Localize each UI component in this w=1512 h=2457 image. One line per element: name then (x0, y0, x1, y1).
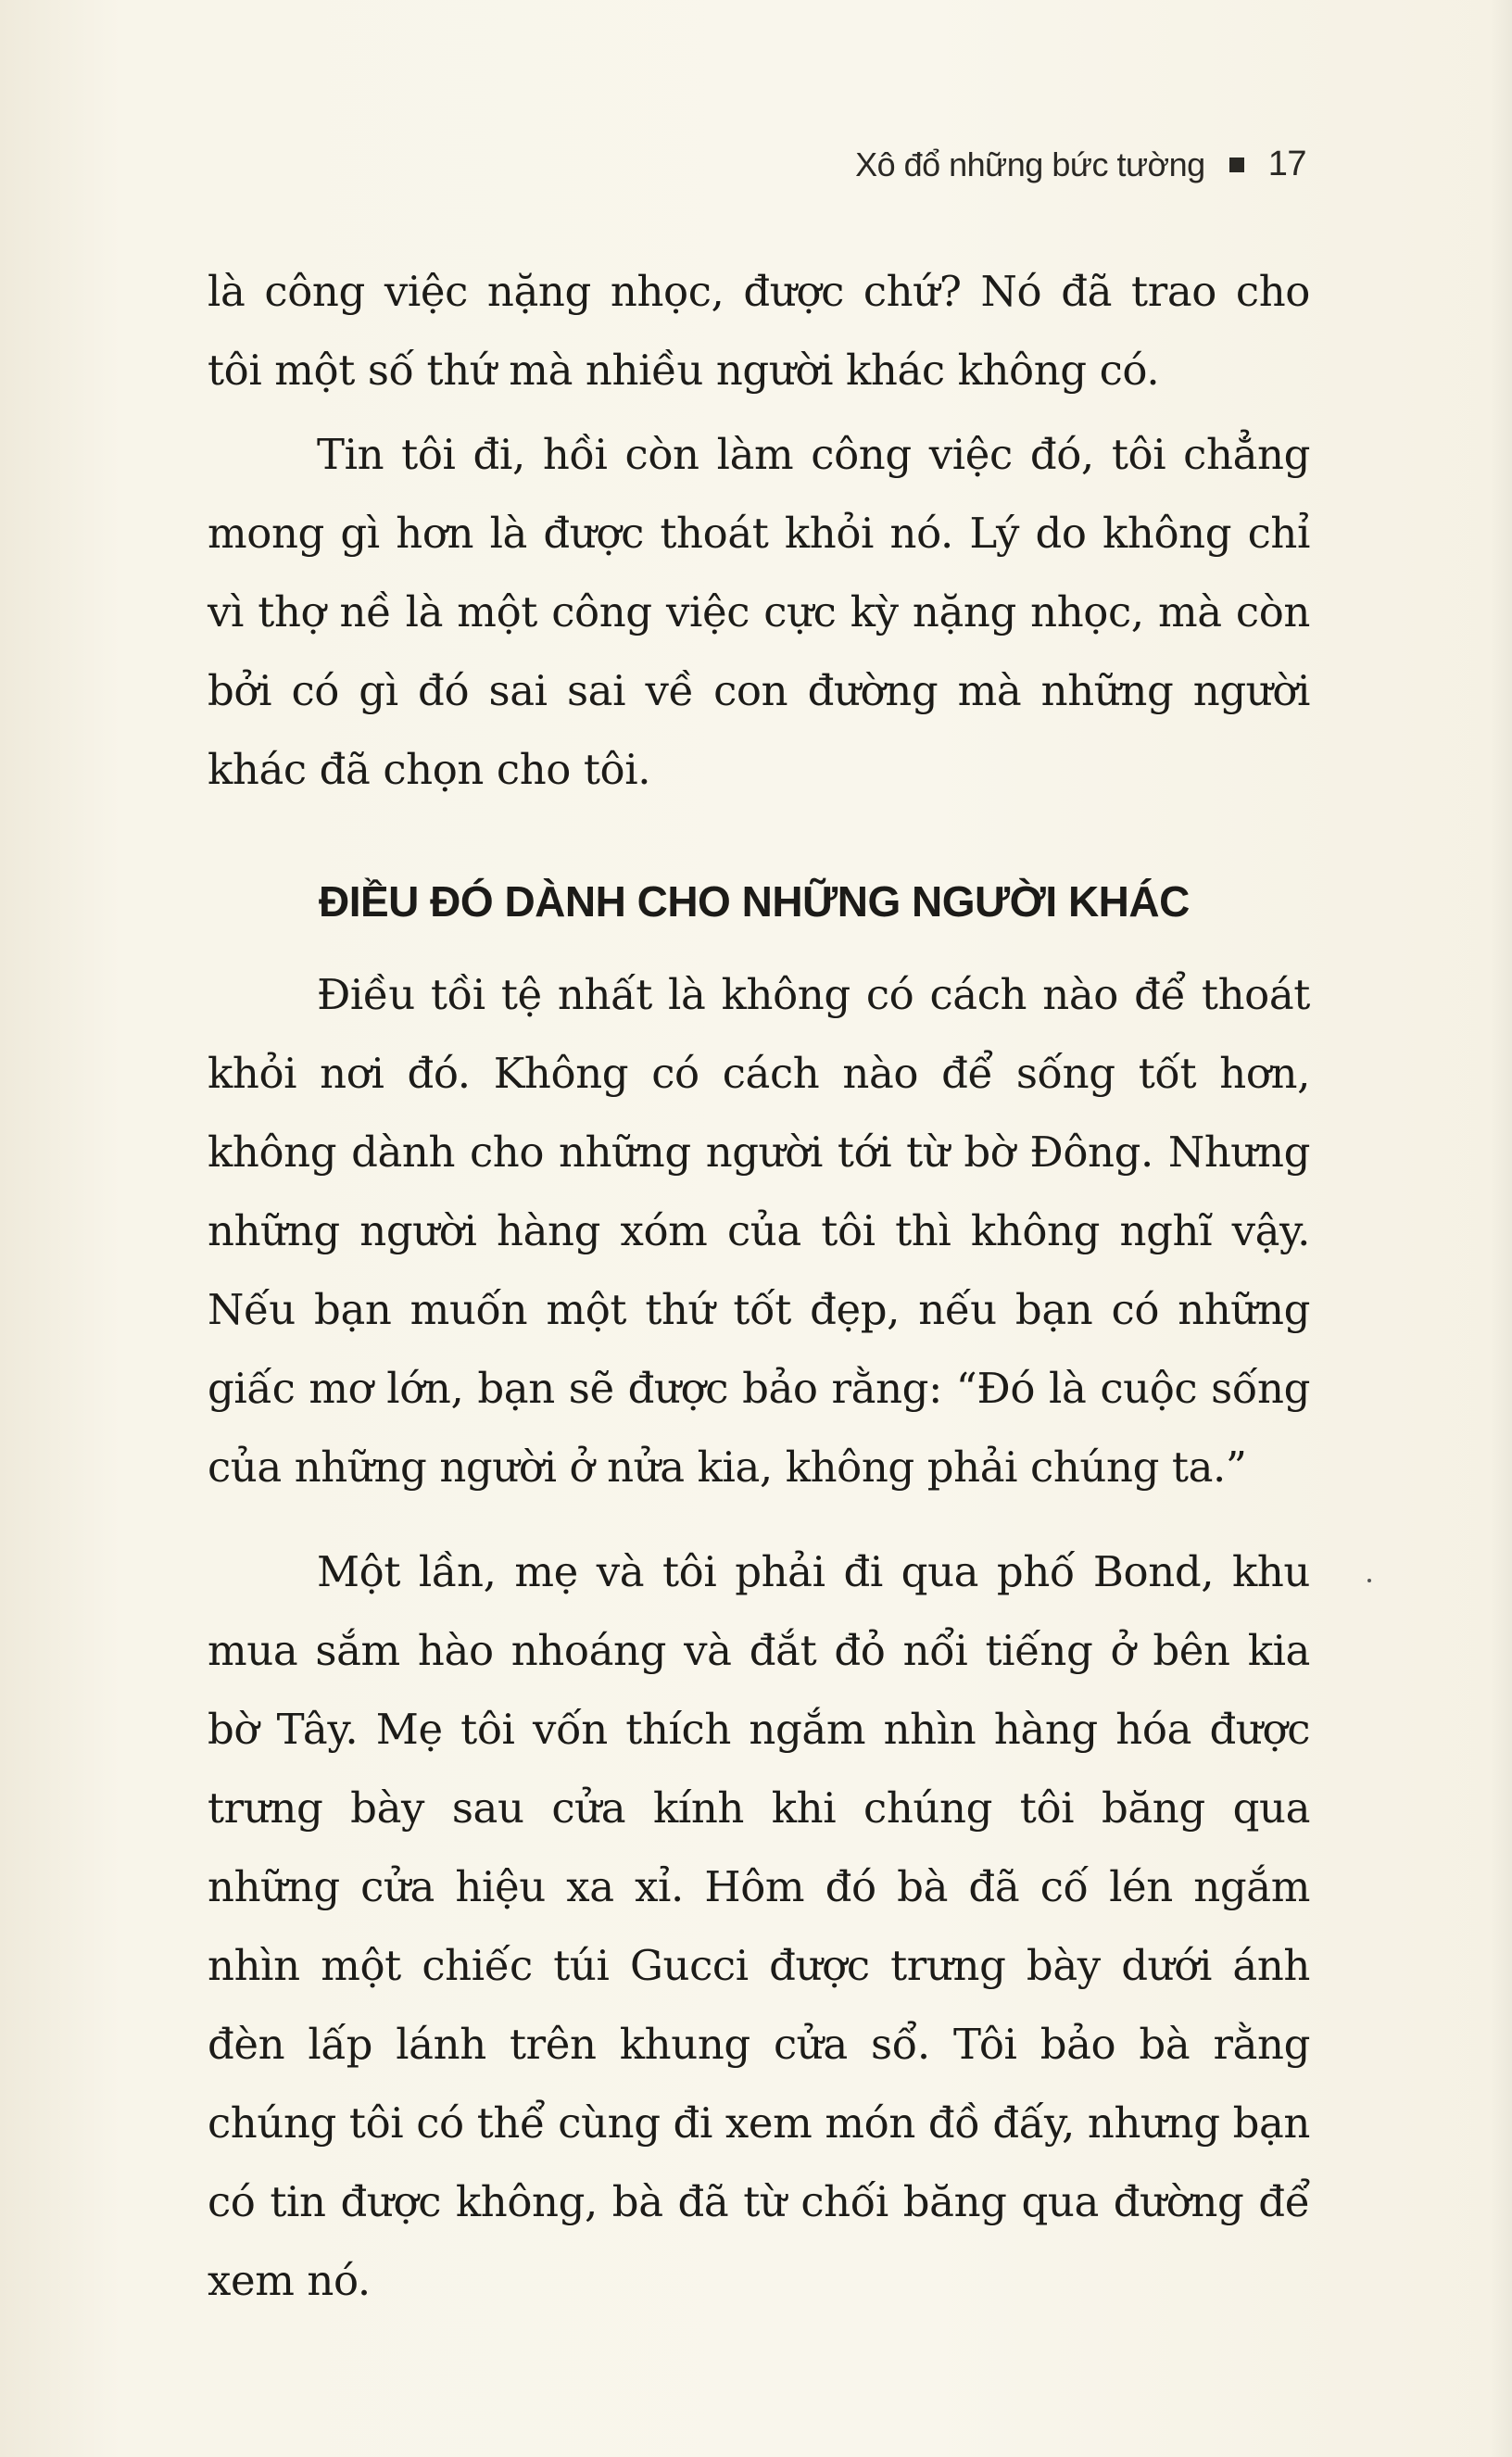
ink-speck (1367, 1579, 1371, 1582)
paragraph-1: là công việc nặng nhọc, được chứ? Nó đã trao cho tôi một số thứ mà nhiều người khác không có. (208, 267, 1310, 395)
section-heading: ĐIỀU ĐÓ DÀNH CHO NHỮNG NGƯỜI KHÁC (319, 877, 1190, 926)
body-text (208, 252, 1310, 2320)
page-number: 17 (1267, 145, 1306, 183)
paragraph-3: Điều tồi tệ nhất là không có cách nào để thoát khỏi nơi đó. Không có cách nào để sống tốt hơn, không dành cho những người tới từ bờ Đông. Nhưng những người hàng xóm của tôi thì không nghĩ vậy. Nếu bạn muốn một thứ tốt đẹp, nếu bạn có những giấc mơ lớn, bạn sẽ được bảo rằng: “Đó là cuộc sống của những người ở nửa kia, không phải chúng ta.” (208, 970, 1310, 1492)
running-head (855, 145, 1306, 184)
square-bullet-icon (1229, 158, 1244, 172)
paragraph-2: Tin tôi đi, hồi còn làm công việc đó, tôi chẳng mong gì hơn là được thoát khỏi nó. Lý do không chỉ vì thợ nề là một công việc cực kỳ nặng nhọc, mà còn bởi có gì đó sai sai về con đường mà những người khác đã chọn cho tôi. (208, 430, 1310, 794)
running-title: Xô đổ những bức tường (855, 145, 1205, 183)
paragraph-4: Một lần, mẹ và tôi phải đi qua phố Bond, khu mua sắm hào nhoáng và đắt đỏ nổi tiếng ở bên kia bờ Tây. Mẹ tôi vốn thích ngắm nhìn hàng hóa được trưng bày sau cửa kính khi chúng tôi băng qua những cửa hiệu xa xỉ. Hôm đó bà đã cố lén ngắm nhìn một chiếc túi Gucci được trưng bày dưới ánh đèn lấp lánh trên khung cửa sổ. Tôi bảo bà rằng chúng tôi có thể cùng đi xem món đồ đấy, nhưng bạn có tin được không, bà đã từ chối băng qua đường để xem nó. (208, 1547, 1310, 2305)
